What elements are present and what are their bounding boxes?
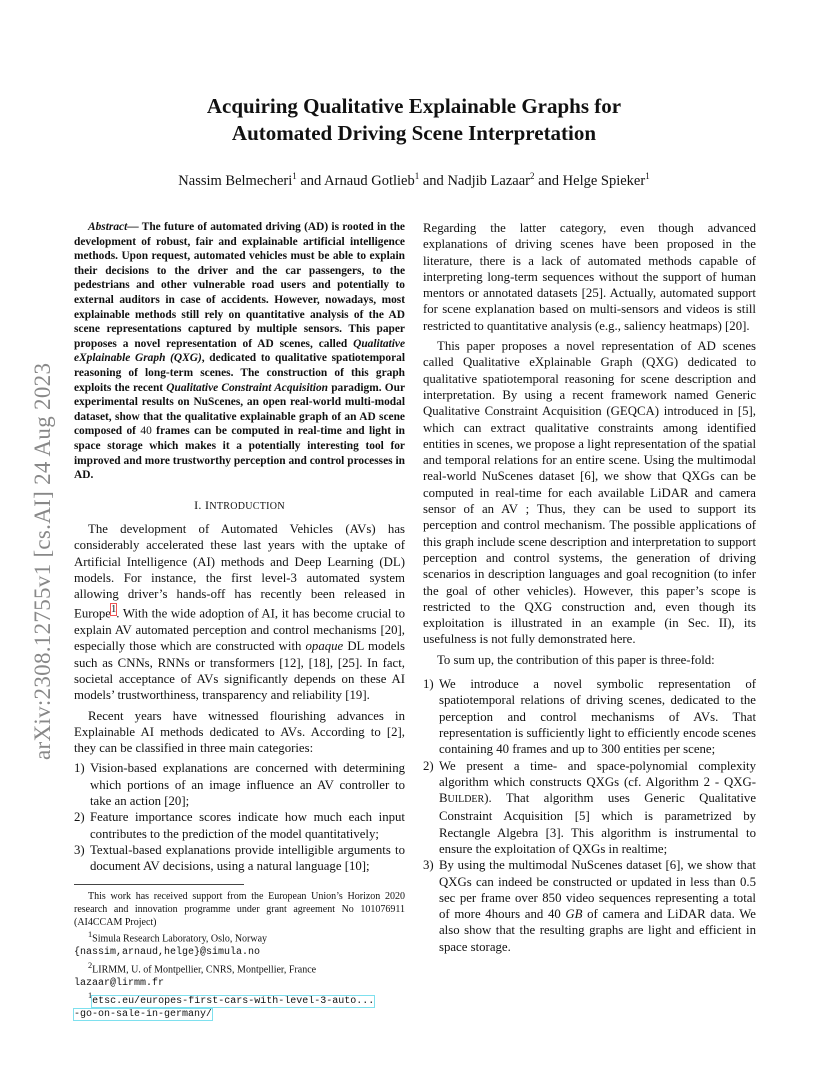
list-number-value: 40 bbox=[496, 742, 510, 757]
section-initial: I bbox=[205, 497, 210, 512]
title-line-2: Automated Driving Scene Interpretation bbox=[231, 121, 597, 145]
footnotes bbox=[74, 891, 405, 1021]
list-number-value: 850 bbox=[542, 890, 562, 905]
abstract-text: frames can be computed in real-time and light in space storage which makes it a potentially interesting tool for improved and more trustworthy perception and control processes in AD. bbox=[74, 425, 405, 482]
footnote-text: Simula Research Laboratory, Oslo, Norway bbox=[92, 933, 268, 945]
list-text: ). That algorithm uses Generic Qualitative Constraint Acquisition [5] which is parametrized by Rectangle Algebra [3]. This algorithm is instrumental to ensure the exploitation of QXGs in realtime; bbox=[439, 791, 756, 856]
footnote-marker: 1 bbox=[88, 991, 93, 1001]
author-separator: and bbox=[534, 172, 563, 189]
abstract-number: 40 bbox=[140, 425, 152, 438]
abstract-text: paradigm. Our experimental results on NuScenes, an open real-world multi-modal dataset, show that the qualitative explainable graph of an AD scene composed of bbox=[74, 381, 405, 438]
abstract-label: Abstract bbox=[88, 221, 128, 233]
list-number-value: 40 bbox=[547, 907, 561, 922]
author-separator: and bbox=[296, 172, 325, 189]
funding-note: This work has received support from the European Union’s Horizon 2020 research and innovation programme under grant agreement No 101076911 (AI4CCAM Project) bbox=[74, 891, 405, 928]
footnote-url-cont bbox=[74, 1008, 405, 1022]
author-list bbox=[0, 171, 828, 190]
author-name: Helge Spieker bbox=[562, 172, 646, 189]
list-text: We present a time- and space-polynomial complexity algorithm which constructs QXGs (cf. Algorithm 2 - QXG-B bbox=[439, 758, 756, 806]
abstract-text: The future of automated driving (AD) is rooted in the development of robust, fair and explainable artificial intelligence methods. Upon request, automated vehicles must be able to explain their decisions to the driver and the car passengers, to the pedestrians and other vulnerable road users and potentially to external auditors in case of accidents. However, nowadays, most explainable methods still rely on quantitative analysis of the AD scene representations captured by multiple sensors. This paper proposes a novel representation of AD scenes, called bbox=[74, 221, 405, 350]
author-affiliation: 1 bbox=[645, 171, 650, 181]
author-affiliation: 2 bbox=[529, 171, 535, 181]
footnote-email-1 bbox=[74, 946, 405, 960]
author-name: Arnaud Gotlieb bbox=[324, 172, 415, 189]
footnote-affiliation-2 bbox=[74, 960, 405, 977]
abstract-dash: — bbox=[127, 221, 142, 233]
title-line-1: Acquiring Qualitative Explainable Graphs for bbox=[206, 94, 622, 118]
email-text: lazaar@lirmm.fr bbox=[74, 977, 165, 989]
abstract bbox=[74, 220, 405, 483]
email-text: {nassim,arnaud,helge}@simula.no bbox=[74, 947, 261, 959]
list-text: entities per scene; bbox=[620, 742, 716, 757]
list-item bbox=[74, 760, 405, 809]
list-item bbox=[74, 842, 405, 875]
list-text: By using the multimodal NuScenes dataset [6], we show that QXGs can indeed be constructed or updated in less than bbox=[439, 858, 756, 889]
footnote-link-line-1[interactable]: etsc.eu/europes-first-cars-with-level-3-auto... bbox=[92, 995, 375, 1007]
list-item bbox=[423, 676, 756, 757]
arxiv-stamp: arXiv:2308.12755v1 [cs.AI] 24 Aug 2023 bbox=[30, 362, 55, 760]
author-affiliation: 1 bbox=[292, 171, 297, 181]
list-number: 2) bbox=[74, 810, 85, 825]
intro-paragraph-2: Recent years have witnessed flourishing advances in Explainable AI methods dedicated to AVs. According to [2], they can be classified in three main categories: bbox=[74, 708, 405, 756]
list-number: 1) bbox=[423, 677, 434, 692]
section-smallcaps: NTRODUCTION bbox=[209, 500, 285, 512]
author-separator: and bbox=[419, 172, 448, 189]
list-item bbox=[423, 758, 756, 858]
paragraph-text: The development of Automated Vehicles (AVs) has considerably accelerated these last years with the uptake of Artificial Intelligence (AI) methods and Deep Learning (DL) models. For instance, the first level-3 automated system allowing driver’s hands-off has recently been released in Europe bbox=[74, 521, 405, 621]
abstract-emphasis: Qualitative Constraint Acquisition bbox=[166, 381, 329, 394]
list-text: video sequences representing a total of more 4hours and bbox=[439, 890, 756, 922]
right-paragraph-2: This paper proposes a novel representation of AD scenes called Qualitative eXplainable Graph (QXG) dedicated to qualitative spatiotemporal reasoning for scene description and interpretation. By using a recent framework named Generic Qualitative Constraint Acquisition (GEQCA) introduced in [5], which can extract qualitative constraints among identified entities in scenes, we propose a light representation of the spatial and temporal relations for an entire scene. Using the multimodal real-world NuScenes dataset [6], we show that QXGs can be computed in real-time for each available LiDAR and camera sensor of an AV ; Thus, they can be used to support its perception and control mechanism. The possible applications of this graph include scene description and interpretation to support perception and control systems, the generation of driving scenarios in description languages and goal recognition (to infer the goal of other vehicles). However, this paper’s scope is restricted to the QXG construction and, even though its exploitation is illustrated in an example (in Sec. II), its usefulness is not fully demonstrated here. bbox=[423, 339, 756, 647]
footnote-marker: 2 bbox=[88, 960, 93, 970]
footnote-marker: 1 bbox=[88, 930, 93, 940]
footnote-link-line-2[interactable]: -go-on-sale-in-germany/ bbox=[74, 1009, 213, 1021]
paper-title bbox=[0, 93, 828, 147]
author-name: Nadjib Lazaar bbox=[447, 172, 530, 189]
paragraph-text: DL models such as CNNs, RNNs or transformers [12], [18], [25]. In fact, societal acceptance of AVs significantly depends on these AI models’ trustworthiness, transparency and reliability [19]. bbox=[74, 639, 405, 703]
section-heading-introduction bbox=[74, 497, 405, 515]
right-column bbox=[423, 220, 756, 955]
category-list bbox=[74, 760, 405, 874]
list-text: Feature importance scores indicate how much each input contributes to the prediction of the model quantitatively; bbox=[90, 810, 405, 841]
paragraph-emphasis: opaque bbox=[305, 639, 344, 654]
abstract-text: , dedicated to qualitative spatiotemporal reasoning of long-term scenes. The construction of this graph exploits the recent bbox=[74, 352, 405, 394]
list-text: Textual-based explanations provide intelligible arguments to document AV decisions, using a natural language [10]; bbox=[90, 842, 405, 874]
list-number-value: 300 bbox=[601, 742, 621, 757]
list-text: We introduce a novel symbolic representation of spatiotemporal relations of driving scenes, dedicated to the perception and control mechanisms of AVs. That representation is sufficiently light to efficiently encode scenes containing bbox=[439, 677, 756, 757]
footnote-url bbox=[74, 990, 405, 1008]
list-number: 3) bbox=[423, 858, 434, 873]
list-unit: GB bbox=[565, 907, 583, 922]
footnote-email-2 bbox=[74, 977, 405, 991]
author-name: Nassim Belmecheri bbox=[178, 172, 293, 189]
right-paragraph-3: To sum up, the contribution of this paper is three-fold: bbox=[437, 652, 715, 667]
abstract-emphasis: Qualitative eXplainable Graph (QXG) bbox=[74, 337, 405, 365]
section-number: I. bbox=[194, 497, 206, 512]
list-item bbox=[423, 857, 756, 955]
list-item bbox=[74, 809, 405, 842]
contribution-list bbox=[423, 676, 756, 955]
intro-paragraph-1 bbox=[74, 521, 405, 704]
list-text: sec per frame over bbox=[439, 890, 543, 905]
footnote-link[interactable]: 1 bbox=[110, 604, 117, 616]
list-number-value: 0.5 bbox=[740, 874, 756, 889]
list-number: 2) bbox=[423, 758, 434, 773]
list-text: frames and up to bbox=[509, 742, 602, 757]
paragraph-text: . With the wide adoption of AI, it has become crucial to explain AV automated perception and control mechanisms [20], especially those which are constructed with bbox=[74, 606, 405, 654]
left-column bbox=[74, 220, 405, 1022]
right-paragraph-1: Regarding the latter category, even though advanced explanations of driving scenes have been proposed in the literature, there is a lack of automated methods capable of interpreting long-term sequences without the support of human mentors or annotated datasets [25]. Actually, automated support for scene explanation based on multi-sensors and videos is still restricted to quantitative analysis (e.g., saliency heatmaps) [20]. bbox=[423, 221, 756, 333]
footnote-divider bbox=[74, 884, 244, 885]
list-text: Vision-based explanations are concerned with determining which portions of an image influence an AV controller to take an action [20]; bbox=[90, 761, 405, 808]
footnote-affiliation-1 bbox=[74, 929, 405, 946]
list-number: 3) bbox=[74, 842, 85, 857]
list-smallcaps: UILDER bbox=[447, 794, 485, 806]
list-number: 1) bbox=[74, 761, 85, 776]
footnote-text: LIRMM, U. of Montpellier, CNRS, Montpellier, France bbox=[92, 964, 317, 976]
list-text: of camera and LiDAR data. We also show that the resulting graphs are light and efficient in space storage. bbox=[439, 907, 756, 954]
author-affiliation: 1 bbox=[414, 171, 420, 181]
